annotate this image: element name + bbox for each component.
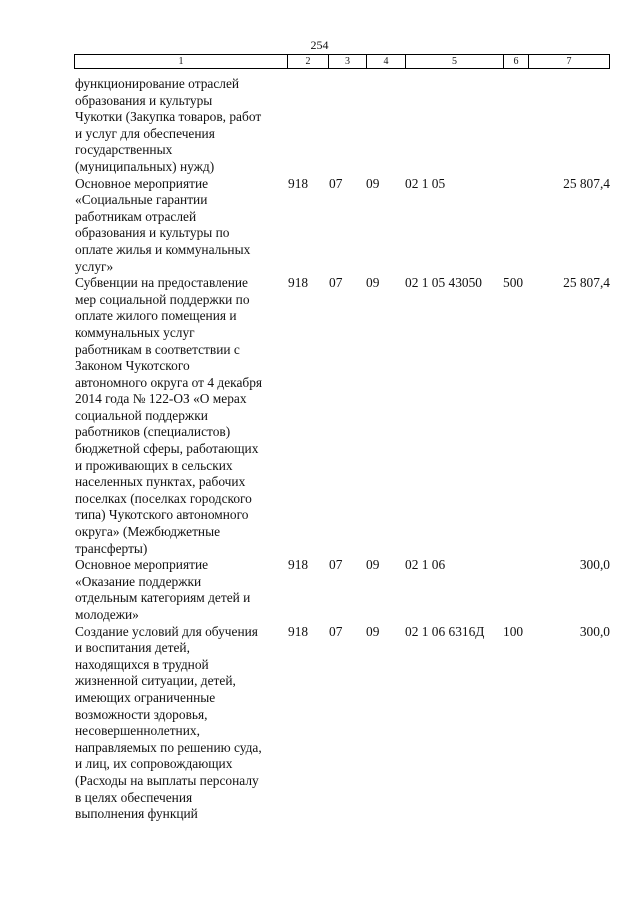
- description-line: Создание условий для обучения: [75, 623, 258, 639]
- description-line: направляемых по решению суда,: [75, 739, 262, 755]
- table-row: [75, 176, 611, 276]
- page-number: 254: [310, 38, 329, 52]
- description-line: трансферты): [75, 540, 148, 556]
- description-line: работникам отраслей: [75, 208, 197, 224]
- row-description: [75, 76, 291, 176]
- section: 07: [329, 623, 343, 639]
- admin-code: 918: [288, 275, 309, 291]
- header-col-6: 6: [504, 55, 529, 68]
- description-line: жизненной ситуации, детей,: [75, 673, 236, 689]
- target-article: 02 1 05: [405, 175, 446, 191]
- description-line: «Социальные гарантии: [75, 192, 208, 208]
- description-line: и лиц, их сопровождающих: [75, 756, 233, 772]
- description-line: в целях обеспечения: [75, 789, 193, 805]
- target-article: 02 1 06 6316Д: [405, 623, 485, 639]
- description-line: отдельным категориям детей и: [75, 590, 251, 606]
- row-description: [75, 624, 291, 823]
- description-line: коммунальных услуг: [75, 324, 195, 340]
- description-line: молодежи»: [75, 607, 139, 622]
- table-row: [75, 76, 611, 176]
- description-line: находящихся в трудной: [75, 656, 209, 672]
- description-line: автономного округа от 4 декабря: [75, 374, 263, 390]
- description-line: «Оказание поддержки: [75, 573, 202, 589]
- section: 07: [329, 557, 343, 573]
- target-article: 02 1 05 43050: [405, 275, 482, 291]
- header-col-2: 2: [288, 55, 329, 68]
- description-line: работников (специалистов): [75, 424, 231, 440]
- table-header: [74, 54, 610, 69]
- description-line: поселках (поселках городского: [75, 490, 252, 506]
- subsection: 09: [366, 623, 380, 639]
- description-line: 2014 года № 122-ОЗ «О мерах: [75, 391, 247, 407]
- description-line: Основное мероприятие: [75, 175, 209, 191]
- header-col-1: 1: [75, 55, 288, 68]
- admin-code: 918: [288, 557, 309, 573]
- subsection: 09: [366, 275, 380, 291]
- table-row: [75, 624, 611, 823]
- table-body: [75, 76, 611, 823]
- description-line: населенных пунктах, рабочих: [75, 474, 246, 490]
- subsection: 09: [366, 175, 380, 191]
- header-col-3: 3: [329, 55, 367, 68]
- description-line: образования и культуры: [75, 92, 213, 108]
- description-line: и проживающих в сельских: [75, 457, 233, 473]
- header-col-4: 4: [367, 55, 406, 68]
- row-description: [75, 557, 291, 623]
- row-description: [75, 275, 291, 557]
- admin-code: 918: [288, 175, 309, 191]
- description-line: округа» (Межбюджетные: [75, 524, 221, 540]
- description-line: выполнения функций: [75, 806, 198, 822]
- description-line: Основное мероприятие: [75, 557, 209, 573]
- description-line: работникам в соответствии с: [75, 341, 240, 357]
- amount: 25 807,4: [563, 175, 610, 191]
- table-row: [75, 557, 611, 623]
- header-col-7: 7: [566, 56, 572, 67]
- section: 07: [329, 275, 343, 291]
- description-line: Законом Чукотского: [75, 358, 190, 374]
- description-line: (Расходы на выплаты персоналу: [75, 772, 259, 788]
- description-line: и услуг для обеспечения: [75, 125, 215, 141]
- description-line: несовершеннолетних,: [75, 723, 200, 739]
- amount: 25 807,4: [563, 275, 610, 291]
- row-description: [75, 176, 291, 276]
- description-line: типа) Чукотского автономного: [75, 507, 249, 523]
- description-line: возможности здоровья,: [75, 706, 208, 722]
- amount: 300,0: [579, 623, 610, 639]
- description-line: оплате жилья и коммунальных: [75, 241, 251, 257]
- description-line: имеющих ограниченные: [75, 689, 216, 705]
- description-line: Чукотки (Закупка товаров, работ: [75, 109, 262, 125]
- admin-code: 918: [288, 623, 309, 639]
- description-line: Субвенции на предоставление: [75, 275, 249, 291]
- description-line: оплате жилого помещения и: [75, 308, 237, 324]
- expense-type: 100: [503, 623, 524, 639]
- description-line: и воспитания детей,: [75, 640, 190, 656]
- target-article: 02 1 06: [405, 557, 446, 573]
- subsection: 09: [366, 557, 380, 573]
- description-line: (муниципальных) нужд): [75, 158, 215, 174]
- description-line: социальной поддержки: [75, 407, 208, 423]
- description-line: бюджетной сферы, работающих: [75, 441, 259, 457]
- table-row: [75, 275, 611, 557]
- description-line: услуг»: [75, 258, 114, 274]
- description-line: мер социальной поддержки по: [75, 291, 250, 307]
- amount: 300,0: [579, 557, 610, 573]
- description-line: государственных: [75, 142, 173, 158]
- description-line: образования и культуры по: [75, 225, 230, 241]
- description-line: функционирование отраслей: [75, 76, 240, 91]
- section: 07: [329, 175, 343, 191]
- header-col-5: 5: [406, 55, 504, 68]
- expense-type: 500: [503, 275, 524, 291]
